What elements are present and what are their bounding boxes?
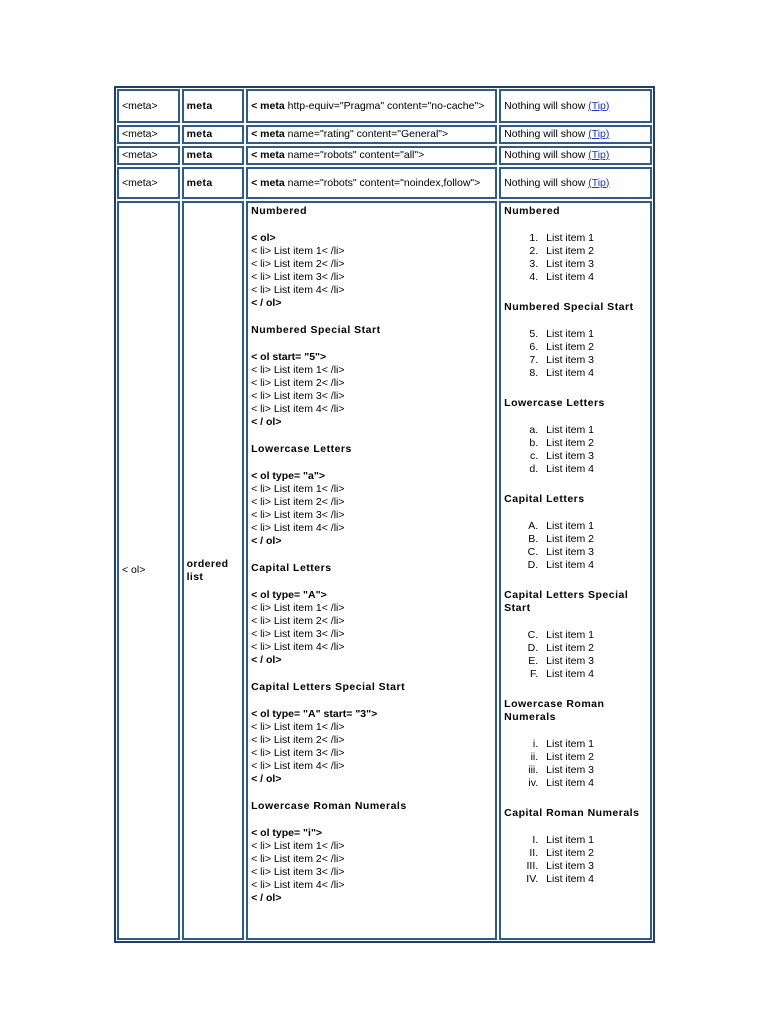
code-list-item: < li> List item 4< /li>: [251, 284, 345, 296]
result-section-title: Numbered: [504, 205, 561, 217]
list-marker: E.: [528, 655, 539, 667]
code-open-tag: < ol type= "i">: [251, 827, 323, 839]
code-keyword: < meta: [251, 99, 285, 112]
result-section: [504, 698, 647, 790]
list-item: [504, 559, 647, 572]
list-marker: I.: [532, 834, 539, 846]
list-item: [504, 245, 647, 258]
code-cell: [246, 125, 497, 144]
code-section: [251, 562, 492, 667]
list-item-text: List item 2: [546, 847, 595, 859]
list-item-text: List item 1: [546, 328, 595, 340]
list-marker: ii.: [530, 751, 539, 763]
spacer: [251, 218, 492, 232]
list-item: [504, 629, 647, 642]
code-open-tag: < ol type= "a">: [251, 470, 325, 482]
code-list-item: < li> List item 2< /li>: [251, 496, 345, 508]
code-list-item: < li> List item 2< /li>: [251, 258, 345, 270]
list-item: [504, 367, 647, 380]
code-attributes: name="rating" content="General">: [284, 128, 449, 140]
tag-cell: [117, 167, 180, 199]
code-text: [251, 149, 492, 162]
code-open-tag: < ol start= "5">: [251, 351, 327, 363]
list-marker: 6.: [529, 341, 539, 353]
code-cell: [246, 201, 497, 940]
tip-link[interactable]: (Tip): [588, 149, 610, 161]
list-marker: F.: [529, 668, 539, 680]
name-cell: [182, 201, 245, 940]
list-marker: a.: [529, 424, 539, 436]
code-keyword: < meta: [251, 149, 285, 161]
code-list-item: < li> List item 4< /li>: [251, 403, 345, 415]
code-close-tag: < / ol>: [251, 892, 282, 904]
code-text: [251, 177, 492, 190]
list-marker: C.: [527, 546, 539, 558]
list-item-text: List item 2: [546, 437, 595, 449]
list-marker: 7.: [529, 354, 539, 366]
code-list-item: < li> List item 2< /li>: [251, 853, 345, 865]
list-marker: iv.: [528, 777, 539, 789]
code-list-item: < li> List item 3< /li>: [251, 390, 345, 402]
code-close-tag: < / ol>: [251, 535, 282, 547]
code-section-title: Capital Letters: [251, 562, 332, 574]
result-section: [504, 397, 647, 476]
code-section: [251, 800, 492, 905]
result-cell: [499, 125, 652, 144]
code-list-item: < li> List item 2< /li>: [251, 615, 345, 627]
code-text: [251, 128, 492, 141]
tag-text: <meta>: [122, 99, 158, 112]
code-attributes: http-equiv="Pragma" content="no-cache">: [284, 99, 485, 112]
list-item: [504, 424, 647, 437]
spacer: [504, 506, 647, 520]
list-item-text: List item 1: [546, 629, 595, 641]
list-item-text: List item 2: [546, 341, 595, 353]
list-item: [504, 655, 647, 668]
code-list-item: < li> List item 1< /li>: [251, 364, 345, 376]
code-list-item: < li> List item 1< /li>: [251, 245, 345, 257]
html-tags-table: [114, 86, 655, 943]
tip-link[interactable]: (Tip): [588, 128, 610, 140]
tag-text: <meta>: [122, 128, 158, 140]
list-item-text: List item 4: [546, 367, 595, 379]
result-section: [504, 301, 647, 380]
code-close-tag: < / ol>: [251, 297, 282, 309]
list-item: [504, 777, 647, 790]
list-item-text: List item 4: [546, 271, 595, 283]
result-text: [504, 149, 647, 162]
list-item-text: List item 4: [546, 463, 595, 475]
code-list-item: < li> List item 1< /li>: [251, 602, 345, 614]
table-row: [117, 125, 652, 144]
list-item-text: List item 3: [546, 655, 595, 667]
list-item-text: List item 3: [546, 354, 595, 366]
list-item-text: List item 3: [546, 860, 595, 872]
list-marker: B.: [528, 533, 539, 545]
list-item: [504, 834, 647, 847]
list-item: [504, 751, 647, 764]
code-open-tag: < ol type= "A" start= "3">: [251, 708, 378, 720]
list-marker: 5.: [529, 328, 539, 340]
code-list-item: < li> List item 4< /li>: [251, 760, 345, 772]
list-item: [504, 463, 647, 476]
code-list-item: < li> List item 3< /li>: [251, 271, 345, 283]
result-cell: [499, 201, 652, 940]
table-row: [117, 167, 652, 199]
spacer: [251, 337, 492, 351]
code-keyword: < meta: [251, 128, 285, 140]
list-item: [504, 533, 647, 546]
list-item-text: List item 4: [546, 559, 595, 571]
result-label: Nothing will show: [504, 128, 589, 140]
list-item: [504, 354, 647, 367]
result-section-title: Lowercase Letters: [504, 397, 605, 409]
list-marker: i.: [532, 738, 539, 750]
result-section-title: Capital Letters: [504, 493, 585, 505]
list-item-text: List item 3: [546, 450, 595, 462]
spacer: [251, 694, 492, 708]
result-text: [504, 177, 647, 190]
result-text: [504, 128, 647, 141]
spacer: [251, 813, 492, 827]
list-item-text: List item 1: [546, 520, 595, 532]
tip-link[interactable]: (Tip): [588, 176, 610, 189]
code-section-title: Numbered: [251, 205, 308, 217]
list-item: [504, 328, 647, 341]
spacer: [504, 218, 647, 232]
code-open-tag: < ol type= "A">: [251, 589, 327, 601]
name-text: meta: [186, 99, 213, 112]
code-list-item: < li> List item 1< /li>: [251, 483, 345, 495]
list-item: [504, 258, 647, 271]
list-item-text: List item 4: [546, 668, 595, 680]
result-section-title: Capital Roman Numerals: [504, 807, 640, 819]
list-marker: II.: [529, 847, 539, 859]
list-marker: 2.: [529, 245, 539, 257]
spacer: [504, 410, 647, 424]
tag-text: <meta>: [122, 149, 158, 161]
code-open-tag: < ol>: [251, 232, 276, 244]
code-list-item: < li> List item 3< /li>: [251, 509, 345, 521]
list-item-text: List item 2: [546, 533, 595, 545]
list-item: [504, 668, 647, 681]
code-list-item: < li> List item 3< /li>: [251, 747, 345, 759]
result-label: Nothing will show: [504, 149, 589, 161]
list-item-text: List item 3: [546, 764, 595, 776]
list-item-text: List item 3: [546, 258, 595, 270]
list-item: [504, 450, 647, 463]
result-label: Nothing will show: [504, 176, 589, 189]
result-section-title: Numbered Special Start: [504, 301, 634, 313]
tag-cell: [117, 125, 180, 144]
tag-text: <meta>: [122, 176, 158, 189]
list-item: [504, 860, 647, 873]
code-attributes: name="robots" content="noindex,follow">: [284, 176, 481, 189]
list-marker: C.: [527, 629, 539, 641]
result-cell: [499, 89, 652, 123]
code-list-item: < li> List item 2< /li>: [251, 377, 345, 389]
code-close-tag: < / ol>: [251, 654, 282, 666]
list-marker: c.: [529, 450, 539, 462]
list-item-text: List item 1: [546, 424, 595, 436]
code-list-item: < li> List item 3< /li>: [251, 628, 345, 640]
tag-text: < ol>: [122, 564, 146, 576]
name-cell: [182, 167, 245, 199]
result-section: [504, 807, 647, 886]
list-item: [504, 341, 647, 354]
list-item-text: List item 2: [546, 751, 595, 763]
code-section-title: Numbered Special Start: [251, 324, 381, 336]
table-row: [117, 89, 652, 123]
code-list-item: < li> List item 4< /li>: [251, 879, 345, 891]
name-cell: [182, 125, 245, 144]
list-marker: d.: [529, 463, 539, 475]
code-list-item: < li> List item 4< /li>: [251, 641, 345, 653]
list-marker: 3.: [529, 258, 539, 270]
list-item-text: List item 4: [546, 873, 595, 885]
list-item-text: List item 2: [546, 642, 595, 654]
spacer: [504, 615, 647, 629]
list-marker: D.: [527, 559, 539, 571]
name-text: ordered list: [186, 557, 229, 583]
table-row-ordered-list: [117, 201, 652, 940]
list-item-text: List item 1: [546, 738, 595, 750]
list-marker: D.: [527, 642, 539, 654]
spacer: [504, 314, 647, 328]
list-item: [504, 520, 647, 533]
result-section-title: Capital Letters Special Start: [504, 589, 629, 614]
list-item-text: List item 1: [546, 232, 595, 244]
list-marker: 4.: [529, 271, 539, 283]
name-text: meta: [186, 128, 213, 140]
list-item-text: List item 3: [546, 546, 595, 558]
list-item: [504, 738, 647, 751]
list-item: [504, 546, 647, 559]
name-cell: [182, 89, 245, 123]
code-attributes: name="robots" content="all">: [284, 149, 425, 161]
list-marker: iii.: [528, 764, 539, 776]
result-section: [504, 493, 647, 572]
list-item-text: List item 1: [546, 834, 595, 846]
list-item: [504, 873, 647, 886]
name-text: meta: [186, 149, 213, 161]
tag-cell: [117, 89, 180, 123]
name-text: meta: [186, 176, 213, 189]
code-section: [251, 205, 492, 310]
code-cell: [246, 89, 497, 123]
list-marker: 8.: [529, 367, 539, 379]
result-section: [504, 205, 647, 284]
list-item-text: List item 2: [546, 245, 595, 257]
list-marker: b.: [529, 437, 539, 449]
result-cell: [499, 167, 652, 199]
code-section-title: Lowercase Letters: [251, 443, 352, 455]
table-row: [117, 146, 652, 165]
code-close-tag: < / ol>: [251, 416, 282, 428]
tag-cell: [117, 201, 180, 940]
code-list-item: < li> List item 2< /li>: [251, 734, 345, 746]
spacer: [504, 724, 647, 738]
code-section-title: Lowercase Roman Numerals: [251, 800, 407, 812]
result-section: [504, 589, 647, 681]
result-section-title: Lowercase Roman Numerals: [504, 698, 605, 723]
code-list-item: < li> List item 4< /li>: [251, 522, 345, 534]
code-section: [251, 443, 492, 548]
code-text: [251, 100, 492, 113]
code-section: [251, 324, 492, 429]
list-marker: IV.: [526, 873, 539, 885]
result-label: Nothing will show: [504, 99, 589, 112]
list-item: [504, 764, 647, 777]
list-item: [504, 232, 647, 245]
spacer: [504, 820, 647, 834]
list-item: [504, 271, 647, 284]
list-marker: 1.: [529, 232, 539, 244]
list-marker: A.: [528, 520, 539, 532]
code-keyword: < meta: [251, 176, 285, 189]
list-item: [504, 847, 647, 860]
name-cell: [182, 146, 245, 165]
list-item: [504, 642, 647, 655]
tag-cell: [117, 146, 180, 165]
code-section-title: Capital Letters Special Start: [251, 681, 406, 693]
result-cell: [499, 146, 652, 165]
tip-link[interactable]: (Tip): [588, 99, 610, 112]
code-close-tag: < / ol>: [251, 773, 282, 785]
list-item: [504, 437, 647, 450]
list-item-text: List item 4: [546, 777, 595, 789]
code-list-item: < li> List item 3< /li>: [251, 866, 345, 878]
spacer: [251, 575, 492, 589]
code-cell: [246, 167, 497, 199]
code-list-item: < li> List item 1< /li>: [251, 721, 345, 733]
spacer: [251, 456, 492, 470]
code-cell: [246, 146, 497, 165]
code-section: [251, 681, 492, 786]
result-text: [504, 100, 647, 113]
code-list-item: < li> List item 1< /li>: [251, 840, 345, 852]
list-marker: III.: [526, 860, 539, 872]
